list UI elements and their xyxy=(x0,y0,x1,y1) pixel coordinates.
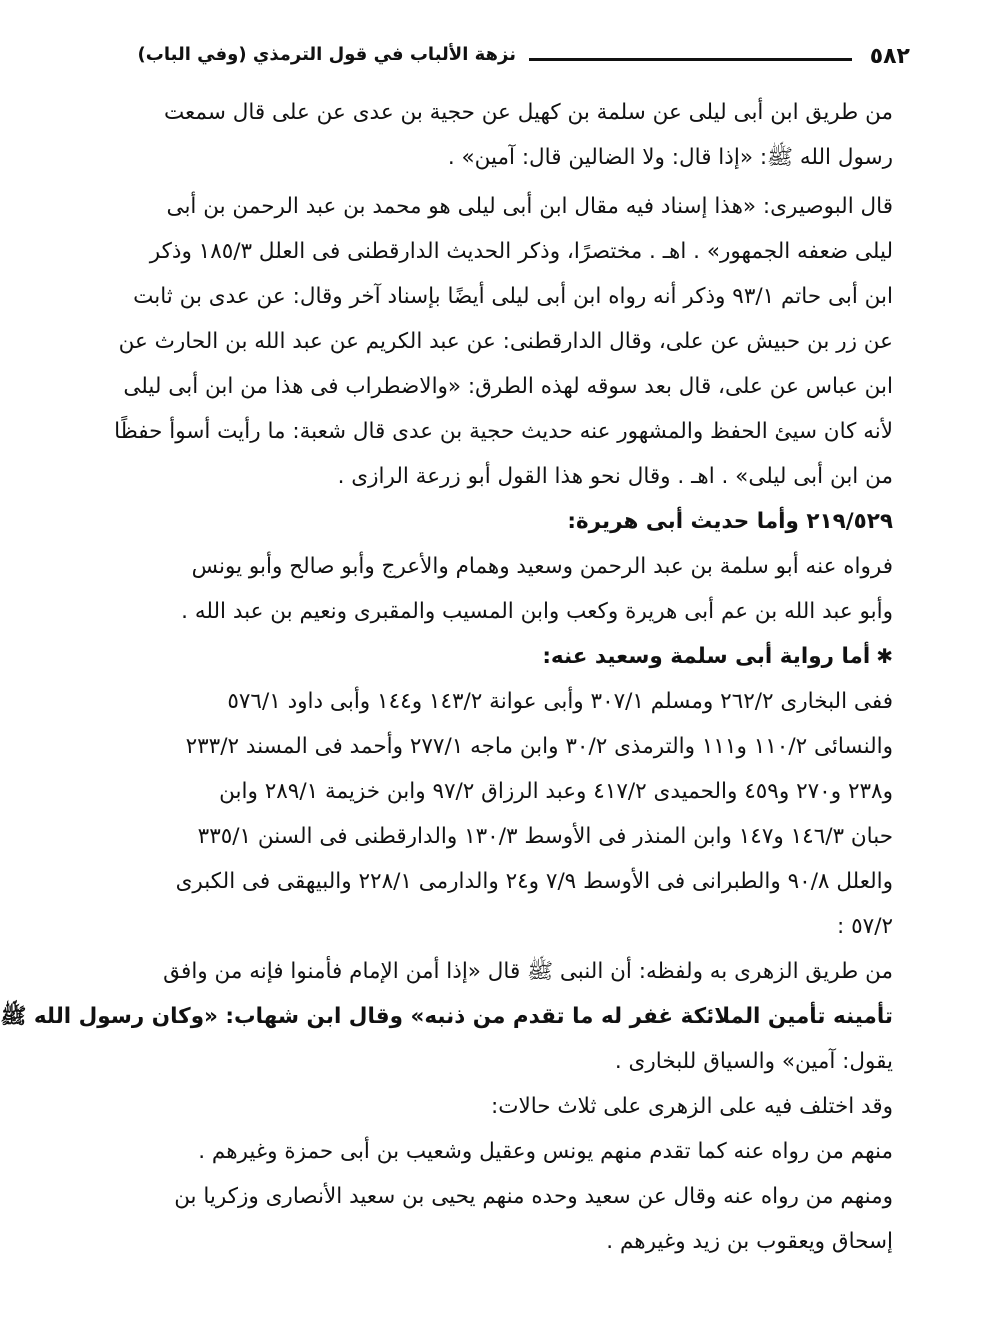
running-title: نزهة الألباب في قول الترمذي (وفي الباب) xyxy=(137,44,516,65)
text-line: قال البوصيرى: «هذا إسناد فيه مقال ابن أبى ليلى هو محمد بن عبد الرحمن بن أبى xyxy=(166,194,893,219)
paragraph-6 xyxy=(138,1084,893,1129)
text-line: رسول الله ﷺ: «إذا قال: ولا الضالين قال: آمين» . xyxy=(447,145,893,170)
text-line: ليلى ضعفه الجمهور» . اهـ . مختصرًا، وذكر الحديث الدارقطنى فى العلل ١٨٥/٣ وذكر xyxy=(149,239,893,264)
text-line: ابن أبى حاتم ٩٣/١ وذكر أنه رواه ابن أبى ليلى أيضًا بإسناد آخر وقال: عن عدى بن ثابت xyxy=(133,284,893,309)
text-line: وأبو عبد الله بن عم أبى هريرة وكعب وابن المسيب والمقبرى ونعيم بن عبد الله . xyxy=(181,599,893,624)
text-line: منهم من رواه عنه كما تقدم منهم يونس وعقيل وشعيب بن أبى حمزة وغيرهم . xyxy=(198,1139,893,1164)
text-line: ٥٧/٢ : xyxy=(837,914,893,939)
text-line: ابن عباس عن على، قال بعد سوقه لهذه الطرق: «والاضطراب فى هذا من ابن أبى ليلى xyxy=(123,374,893,399)
text-line: وقد اختلف فيه على الزهرى على ثلاث حالات: xyxy=(491,1094,893,1119)
text-line: تأمينه تأمين الملائكة غفر له ما تقدم من ذنبه» وقال ابن شهاب: «وكان رسول الله ﷺ xyxy=(0,1004,893,1029)
text-line: فرواه عنه أبو سلمة بن عبد الرحمن وسعيد وهمام والأعرج وأبو صالح وأبو يونس xyxy=(191,554,893,579)
paragraph-5 xyxy=(0,949,893,1084)
sub-heading-text: أما رواية أبى سلمة وسعيد عنه: xyxy=(542,644,871,669)
paragraph-3 xyxy=(138,544,893,634)
header-rule xyxy=(529,58,852,61)
text-line: ففى البخارى ٢٦٢/٢ ومسلم ٣٠٧/١ وأبى عوانة ١٤٣/٢ و١٤٤ وأبى داود ٥٧٦/١ xyxy=(227,689,893,714)
paragraph-7 xyxy=(138,1129,893,1174)
page-number: ٥٨٢ xyxy=(869,44,910,69)
section-heading: ٢١٩/٥٢٩ وأما حديث أبى هريرة: xyxy=(567,509,893,534)
page-header xyxy=(124,34,918,82)
text-line: من ابن أبى ليلى» . اهـ . وقال نحو هذا القول أبو زرعة الرازى . xyxy=(337,464,893,489)
text-line: والعلل ٩٠/٨ والطبرانى فى الأوسط ٧/٩ و٢٤ والدارمى ٢٢٨/١ والبيهقى فى الكبرى xyxy=(175,869,893,894)
text-line: و٢٣٨ و٢٧٠ و٤٥٩ والحميدى ٤١٧/٢ وعبد الرزاق ٩٧/٢ وابن خزيمة ٢٨٩/١ وابن xyxy=(219,779,893,804)
text-line: ومنهم من رواه عنه وقال عن سعيد وحده منهم يحيى بن سعيد الأنصارى وزكريا بن xyxy=(174,1184,893,1209)
text-line: حبان ١٤٦/٣ و١٤٧ وابن المنذر فى الأوسط ١٣٠/٣ والدارقطنى فى السنن ٣٣٥/١ xyxy=(197,824,893,849)
text-line: إسحاق ويعقوب بن زيد وغيرهم . xyxy=(606,1229,893,1254)
sub-heading xyxy=(138,634,893,679)
text-line: لأنه كان سيئ الحفظ والمشهور عنه حديث حجية بن عدى قال شعبة: ما رأيت أسوأ حفظًا xyxy=(114,419,893,444)
paragraph-4 xyxy=(138,679,893,949)
text-line: عن زر بن حبيش عن على، وقال الدارقطنى: عن عبد الكريم عن عبد الله بن الحارث عن xyxy=(118,329,893,354)
paragraph-2 xyxy=(114,184,893,499)
paragraph-1 xyxy=(138,90,893,180)
page-content xyxy=(0,90,893,1264)
star-icon: ✱ xyxy=(876,644,893,668)
paragraph-8 xyxy=(138,1174,893,1264)
text-line: والنسائى ١١٠/٢ و١١١ والترمذى ٣٠/٢ وابن ماجه ٢٧٧/١ وأحمد فى المسند ٢٣٣/٢ xyxy=(185,734,893,759)
text-line: من طريق الزهرى به ولفظه: أن النبى ﷺ قال «إذا أمن الإمام فأمنوا فإنه من وافق xyxy=(163,959,893,984)
text-line: من طريق ابن أبى ليلى عن سلمة بن كهيل عن حجية بن عدى عن على قال سمعت xyxy=(163,100,893,125)
text-line: يقول: آمين» والسياق للبخارى . xyxy=(614,1049,893,1074)
